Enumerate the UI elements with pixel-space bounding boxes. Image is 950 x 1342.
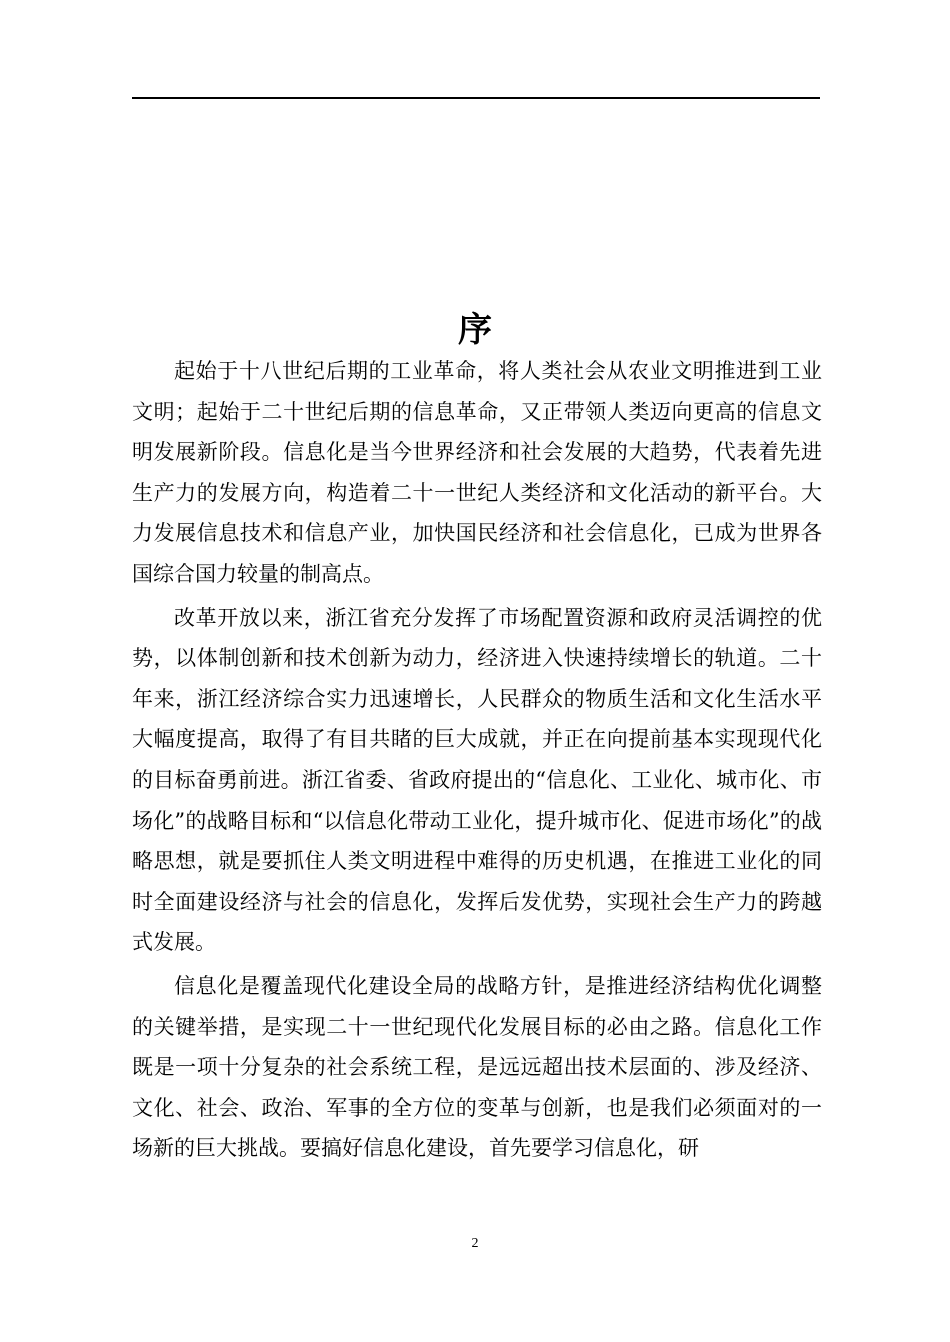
paragraph-1: 起始于十八世纪后期的工业革命，将人类社会从农业文明推进到工业文明；起始于二十世纪后期的信息革命，又正带领人类迈向更高的信息文明发展新阶段。信息化是当今世界经济和社会发展的大趋势，代表着先进生产力的发展方向，构造着二十一世纪人类经济和文化活动的新平台。大力发展信息技术和信息产业，加快国民经济和社会信息化，已成为世界各国综合国力较量的制高点。 xyxy=(132,359,822,586)
paragraph-3: 信息化是覆盖现代化建设全局的战略方针，是推进经济结构优化调整的关键举措，是实现二十一世纪现代化发展目标的必由之路。信息化工作既是一项十分复杂的社会系统工程，是远远超出技术层面的、涉及经济、文化、社会、政治、军事的全方位的变革与创新，也是我们必须面对的一场新的巨大挑战。要搞好信息化建设，首先要学习信息化，研 xyxy=(132,973,822,1161)
page-number: 2 xyxy=(471,1236,479,1251)
body-text xyxy=(132,351,822,1169)
paragraph-2: 改革开放以来，浙江省充分发挥了市场配置资源和政府灵活调控的优势，以体制创新和技术创新为动力，经济进入快速持续增长的轨道。二十年来，浙江经济综合实力迅速增长，人民群众的物质生活和文化生活水平大幅度提高，取得了有目共睹的巨大成就，并正在向提前基本实现现代化的目标奋勇前进。浙江省委、省政府提出的“信息化、工业化、城市化、市场化”的战略目标和“以信息化带动工业化，提升城市化、促进市场化”的战略思想，就是要抓住人类文明进程中难得的历史机遇，在推进工业化的同时全面建设经济与社会的信息化，发挥后发优势，实现社会生产力的跨越式发展。 xyxy=(132,605,822,955)
header-rule xyxy=(132,97,820,99)
page-title: 序 xyxy=(458,310,492,350)
